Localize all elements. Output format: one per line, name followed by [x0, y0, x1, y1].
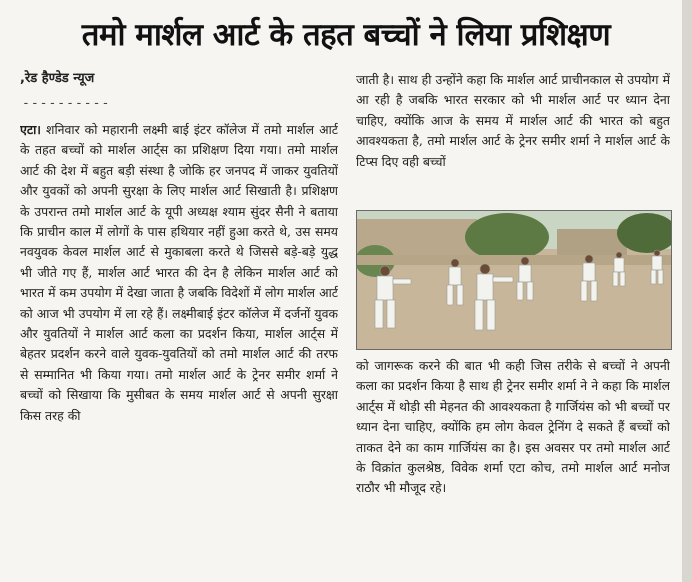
byline-text: रेड हैण्डेड न्यूज [24, 71, 95, 86]
article-body-right-bottom: को जागरूक करने की बात भी कही जिस तरीके से बच्चों ने अपनी कला का प्रदर्शन किया है साथ ही ट्रेनर समीर शर्मा ने ने कहा कि मार्शल आर्ट्स में थोड़ी सी मेहनत की आवश्यकता है गार्जियंस को भी बच्चों पर ध्यान देना चाहिए, क्योंकि हम लोग केवल ट्रेनिंग दे सकते हैं बच्चों को ताकत देने का काम गार्जियंस का है। इस अवसर पर तमो मार्शल आर्ट के विक्रांत कुलश्रेष्ठ, विवेक शर्मा एटा कोच, तमो मार्शल आर्ट मनोज राठौर भी मौजूद रहे। [356, 358, 670, 496]
byline [20, 68, 94, 86]
separator: ---------- [22, 96, 111, 111]
article-column-right-bottom [356, 356, 670, 566]
photo-building-right [557, 229, 627, 257]
page-edge [682, 0, 692, 582]
photo-tree [465, 213, 549, 261]
article-body-right-top: जाती है। साथ ही उन्होंने कहा कि मार्शल आर्ट प्राचीनकाल से उपयोग में आ रही है जबकि भारत सरकार को भी मार्शल आर्ट पर ध्यान देना चाहिए, क्योंकि आज के समय में मार्शल आर्ट की भारत को बहुत आवश्यकता है, तमो मार्शल आर्ट के ट्रेनर समीर शर्मा ने मार्शल आर्ट के टिप्स दिए वही बच्चों [356, 72, 670, 169]
headline: तमो मार्शल आर्ट के तहत बच्चों ने लिया प्रशिक्षण [81, 17, 611, 53]
article-body-left: शनिवार को महारानी लक्ष्मी बाई इंटर कॉलेज में तमो मार्शल आर्ट के तहत बच्चों को मार्शल आर्ट्स का प्रशिक्षण दिया गया। तमो मार्शल आर्ट की देश में बहुत बड़ी संस्था है जोकि हर जनपद में जाकर युवतियों और युवकों को अपनी सुरक्षा के लिए मार्शल आर्ट सिखाती है। प्रशिक्षण के उपरान्त तमो मार्शल आर्ट के यूपी अध्यक्ष श्याम सुंदर सैनी ने बताया कि प्राचीन काल में लोगों के पास हथियार नहीं हुआ करते थे, उस समय नवयुवक केवल मार्शल आर्ट से मुकाबला करते थे जिससे बड़े-बड़े युद्ध भी जीते गए हैं, मार्शल आर्ट भारत की देन है लेकिन मार्शल आर्ट को भारत में कम उपयोग में देखा जाता है जबकि विदेशों में लोग मार्शल आर्ट को आज भी उपयोग में ला रहे हैं। लक्ष्मीबाई इंटर कॉलेज में दर्जनों युवक और युवतियों ने मार्शल आर्ट कला का प्रदर्शन किया, मार्शल आर्ट्स में बेहतर प्रदर्शन करने वाले युवक-युवतियों को तमो मार्शल आर्ट की तरफ से सम्मानित भी किया गया। तमो मार्शल आर्ट के ट्रेनर समीर शर्मा ने बच्चों को सिखाया कि मुसीबत के समय मार्शल आर्ट से अपनी सुरक्षा किस तरह की [20, 122, 338, 423]
dateline: एटा। [20, 122, 42, 137]
byline-mark: , [20, 71, 25, 86]
news-photo [356, 210, 672, 350]
article-column-left [20, 120, 338, 564]
article-column-right-top [356, 70, 670, 210]
